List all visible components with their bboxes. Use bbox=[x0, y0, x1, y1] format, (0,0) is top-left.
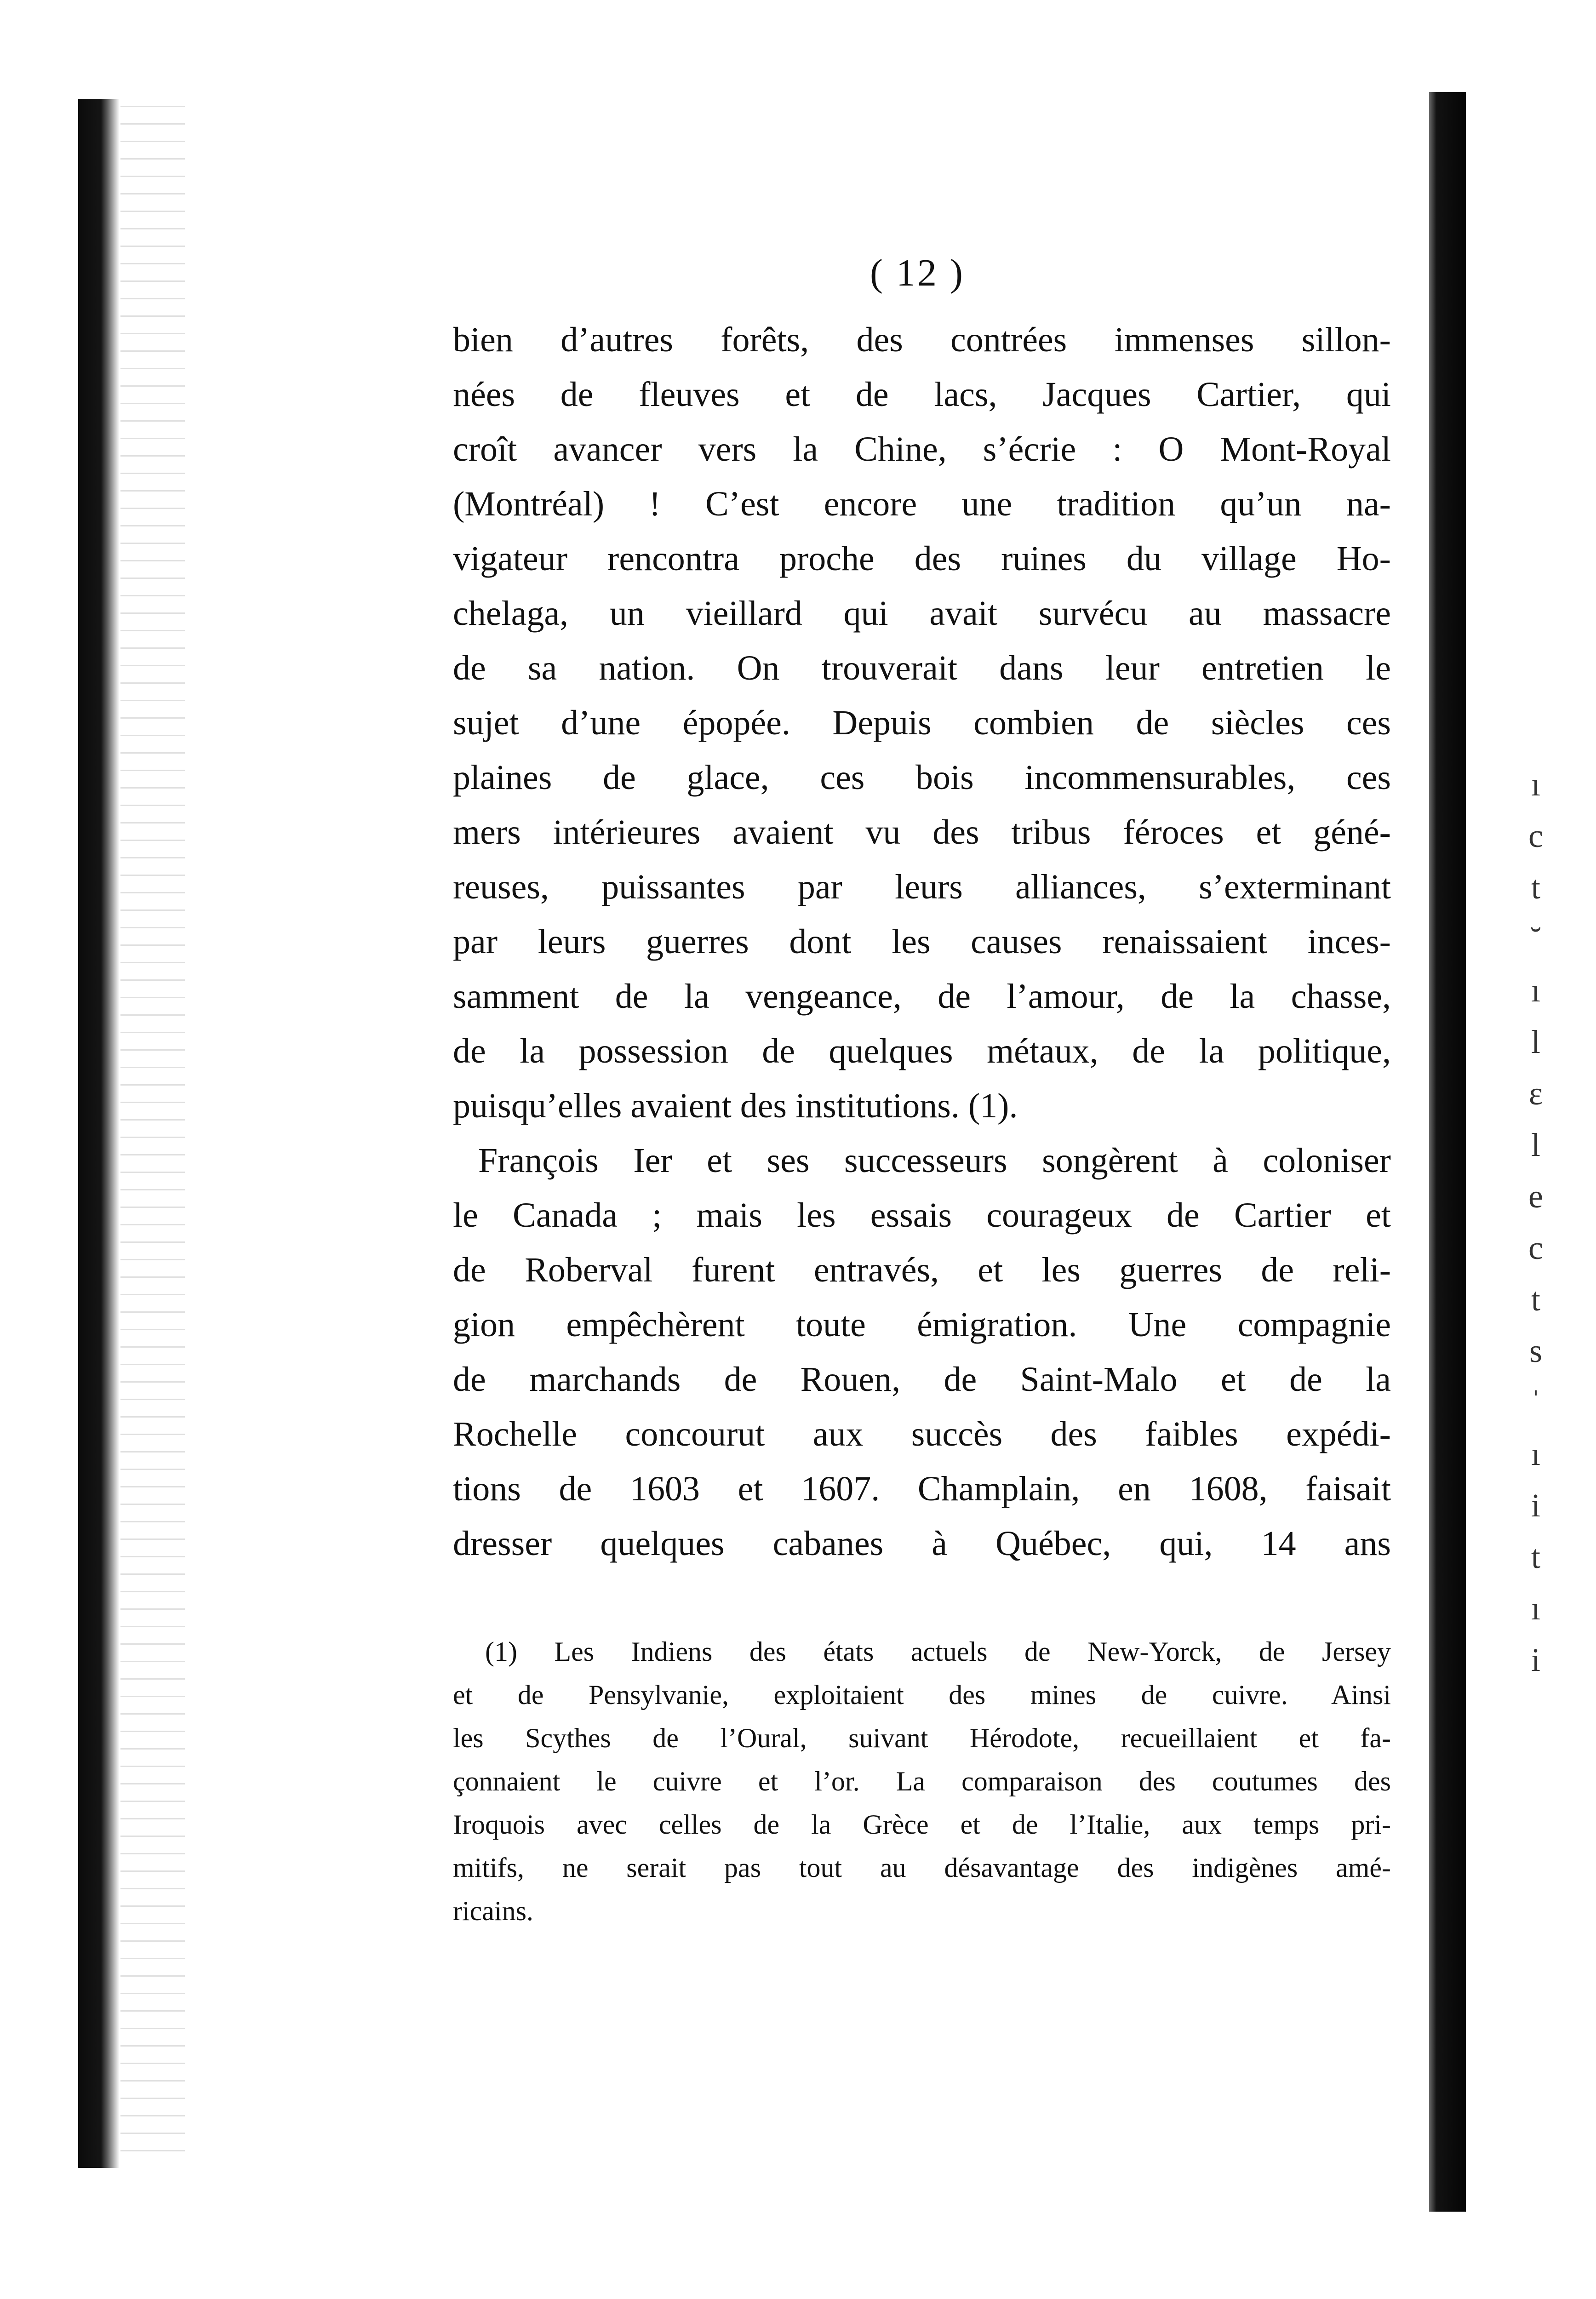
body-line: Rochelle concourut aux succès des faibles expédi- bbox=[453, 1415, 1391, 1453]
body-line: de marchands de Rouen, de Saint-Malo et de la bbox=[453, 1360, 1391, 1399]
page-number: ( 12 ) bbox=[870, 252, 965, 294]
body-line: gion empêchèrent toute émigration. Une compagnie bbox=[453, 1305, 1391, 1344]
body-line: de la possession de quelques métaux, de la politique, bbox=[453, 1032, 1391, 1070]
body-line: chelaga, un vieillard qui avait survécu au massacre bbox=[453, 594, 1391, 633]
bleed-glyph: l bbox=[1531, 1024, 1540, 1060]
footnote-line: ricains. bbox=[453, 1896, 533, 1926]
body-line: (Montréal) ! C’est encore une tradition qu’un na- bbox=[453, 485, 1391, 523]
bleed-glyph: ı bbox=[1531, 1435, 1540, 1472]
footnote-line: Iroquois avec celles de la Grèce et de l’Italie, aux temps pri- bbox=[453, 1809, 1391, 1840]
body-line: tions de 1603 et 1607. Champlain, en 1608, faisait bbox=[453, 1470, 1391, 1508]
body-line: nées de fleuves et de lacs, Jacques Cartier, qui bbox=[453, 375, 1391, 414]
body-line: François Ier et ses successeurs songèrent à coloniser bbox=[478, 1141, 1391, 1180]
bleed-glyph: ˘ bbox=[1530, 921, 1541, 957]
body-line: de sa nation. On trouverait dans leur entretien le bbox=[453, 649, 1391, 687]
scan-left-edge bbox=[78, 99, 120, 2168]
footnote bbox=[453, 1630, 1391, 1933]
bleed-glyph: c bbox=[1528, 818, 1543, 854]
body-line: dresser quelques cabanes à Québec, qui, 14 ans bbox=[453, 1524, 1391, 1563]
bleed-glyph: i bbox=[1531, 1487, 1540, 1524]
body-line: croît avancer vers la Chine, s’écrie : O Mont-Royal bbox=[453, 430, 1391, 469]
footnote-line: (1) Les Indiens des états actuels de New-Yorck, de Jersey bbox=[485, 1636, 1391, 1667]
body-line: par leurs guerres dont les causes renaissaient inces- bbox=[453, 922, 1391, 961]
bleed-glyph: ε bbox=[1528, 1075, 1543, 1112]
body-line: samment de la vengeance, de l’amour, de la chasse, bbox=[453, 977, 1391, 1016]
body-line: le Canada ; mais les essais courageux de Cartier et bbox=[453, 1196, 1391, 1235]
body-line: plaines de glace, ces bois incommensurables, ces bbox=[453, 758, 1391, 797]
bleed-glyph: i bbox=[1531, 1641, 1540, 1678]
bleed-glyph: t bbox=[1531, 869, 1540, 906]
bleed-glyph: s bbox=[1529, 1333, 1543, 1369]
bleed-glyph: c bbox=[1528, 1230, 1543, 1266]
bleed-glyph: ı bbox=[1531, 766, 1540, 803]
scan-left-speckle bbox=[120, 106, 185, 2166]
body-line: puisqu’elles avaient des institutions. (1). bbox=[453, 1087, 1018, 1125]
body-line: vigateur rencontra proche des ruines du village Ho- bbox=[453, 539, 1391, 578]
bleed-glyph: ˈ bbox=[1530, 1384, 1541, 1421]
footnote-line: çonnaient le cuivre et l’or. La comparaison des coutumes des bbox=[453, 1766, 1391, 1796]
footnote-line: et de Pensylvanie, exploitaient des mines de cuivre. Ainsi bbox=[453, 1680, 1391, 1710]
body-line: bien d’autres forêts, des contrées immenses sillon- bbox=[453, 320, 1391, 359]
scan-right-edge bbox=[1429, 92, 1466, 2212]
facing-page-bleed bbox=[1517, 759, 1554, 1686]
footnote-line: les Scythes de l’Oural, suivant Hérodote, recueillaient et fa- bbox=[453, 1723, 1391, 1753]
body-line: reuses, puissantes par leurs alliances, s’exterminant bbox=[453, 868, 1391, 906]
footnote-line: mitifs, ne serait pas tout au désavantage des indigènes amé- bbox=[453, 1853, 1391, 1883]
bleed-glyph: t bbox=[1531, 1538, 1540, 1575]
body-line: de Roberval furent entravés, et les guerres de reli- bbox=[453, 1251, 1391, 1289]
bleed-glyph: ı bbox=[1531, 1590, 1540, 1627]
body-text bbox=[453, 313, 1391, 1571]
bleed-glyph: e bbox=[1528, 1178, 1543, 1215]
body-line: mers intérieures avaient vu des tribus féroces et géné- bbox=[453, 813, 1391, 852]
bleed-glyph: l bbox=[1531, 1127, 1540, 1163]
bleed-glyph: t bbox=[1531, 1281, 1540, 1318]
body-line: sujet d’une épopée. Depuis combien de siècles ces bbox=[453, 703, 1391, 742]
bleed-glyph: ı bbox=[1531, 972, 1540, 1009]
